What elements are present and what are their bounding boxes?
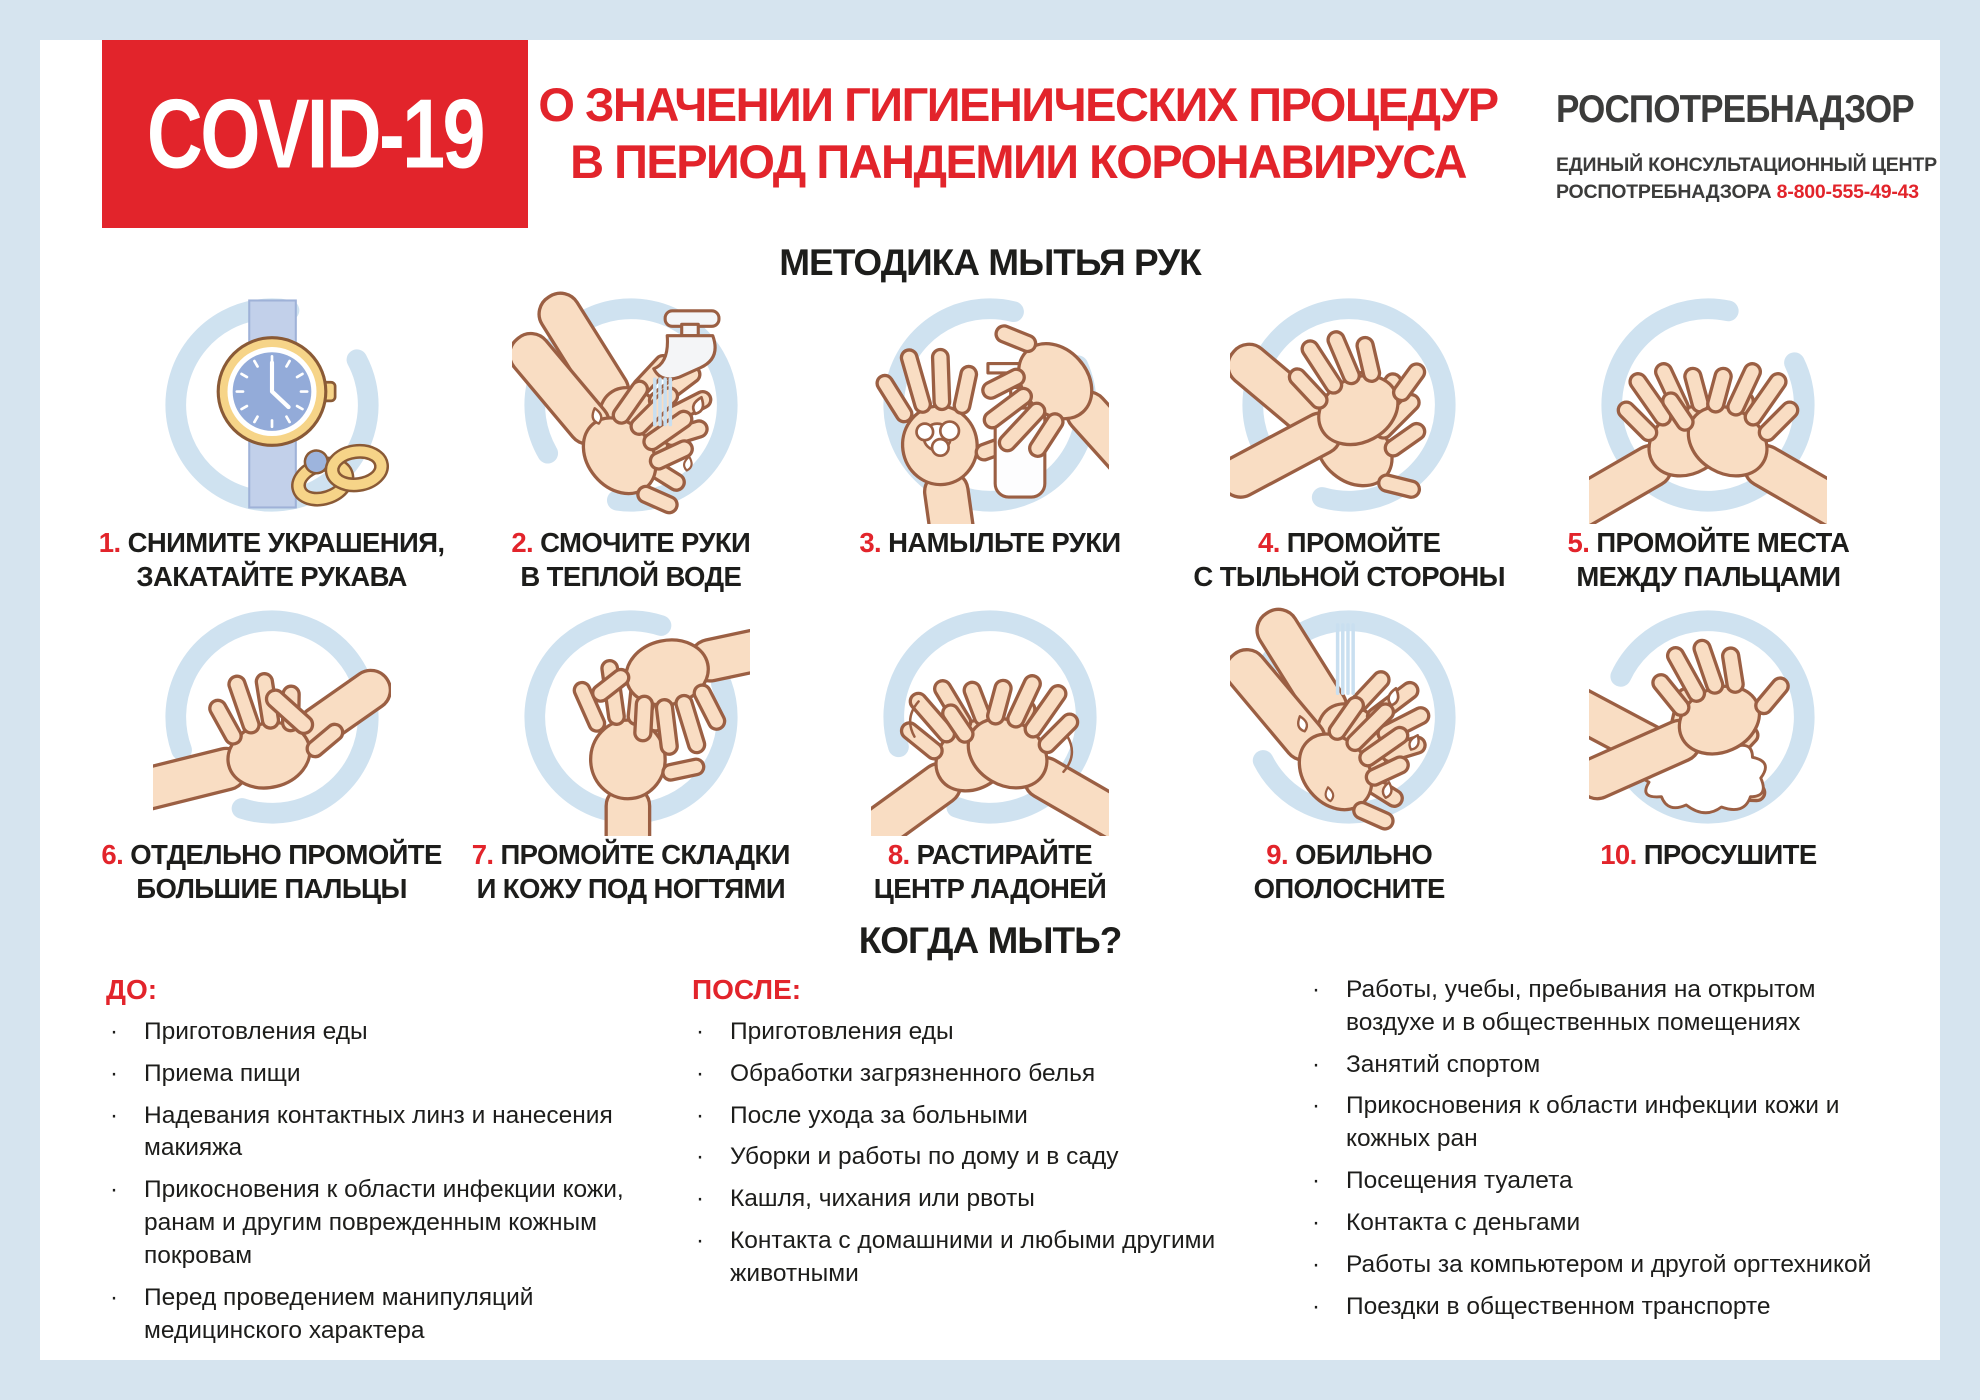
bullet-dot: · <box>1312 976 1320 1003</box>
dry-hands-towel-icon <box>1589 598 1827 836</box>
step-caption-line: БОЛЬШИЕ ПАЛЬЦЫ <box>136 872 407 904</box>
poster-title-line1: О ЗНАЧЕНИИ ГИГИЕНИЧЕСКИХ ПРОЦЕДУР <box>538 78 1498 131</box>
step-caption <box>1170 838 1529 910</box>
when-list-item <box>102 1174 662 1272</box>
when-column <box>688 974 1278 1300</box>
when-item-text: Уборки и работы по дому и в саду <box>730 1143 1119 1171</box>
when-item-text: Обработки загрязненного белья <box>730 1059 1096 1087</box>
bullet-dot: · <box>1312 1250 1320 1278</box>
step-illustration <box>512 598 750 836</box>
bullet-dot: · <box>1312 1292 1320 1320</box>
method-step <box>1170 286 1529 598</box>
step-caption-line: ЦЕНТР ЛАДОНЕЙ <box>873 872 1107 904</box>
method-step <box>810 598 1169 910</box>
when-item-text: Поездки в общественном транспорте <box>1346 1292 1771 1320</box>
when-item-text: Прикосновения к области инфекции кожи, ранам и другим поврежденным кожным покровам <box>144 1176 624 1269</box>
bullet-dot: · <box>110 1176 118 1204</box>
step-illustration <box>871 598 1109 836</box>
step-number: 6. <box>101 839 124 870</box>
step-caption <box>472 838 790 910</box>
method-step <box>1529 286 1888 598</box>
when-list-item <box>102 1058 662 1091</box>
bullet-dot: · <box>1312 1092 1320 1120</box>
method-step <box>451 598 810 910</box>
method-step <box>1529 598 1888 910</box>
when-item-text: Приготовления еды <box>144 1018 368 1045</box>
step-caption-line: ЗАКАТАЙТЕ РУКАВА <box>136 560 407 592</box>
step-number: 1. <box>98 527 121 558</box>
when-item-text: Контакта с домашними и любыми другими животными <box>730 1227 1216 1287</box>
agency-name: РОСПОТРЕБНАДЗОР <box>1556 88 1914 131</box>
when-item-text: Перед проведением манипуляций медицинского характера <box>144 1283 534 1344</box>
bullet-dot: · <box>696 1143 704 1171</box>
when-item-text: Занятий спортом <box>1346 1050 1541 1078</box>
bullet-dot: · <box>696 1101 704 1129</box>
step-caption <box>1193 526 1505 598</box>
step-number: 8. <box>887 839 910 870</box>
step-caption-line: 1. СНИМИТЕ УКРАШЕНИЯ, <box>98 527 445 558</box>
step-illustration <box>1589 598 1827 836</box>
step-caption-line: 9. ОБИЛЬНО ОПОЛОСНИТЕ <box>1253 839 1445 904</box>
when-list-item <box>1304 1049 1878 1082</box>
bullet-dot: · <box>696 1018 704 1045</box>
poster-title <box>508 76 1528 191</box>
when-list-item <box>1304 1207 1878 1240</box>
when-item-text: Кашля, чихания или рвоты <box>730 1185 1035 1213</box>
wet-hands-under-tap-icon <box>512 286 750 524</box>
when-item-text: Приема пищи <box>144 1059 301 1087</box>
when-section-title: КОГДА МЫТЬ? <box>858 920 1122 961</box>
when-list-item <box>1304 1165 1878 1198</box>
hotline-block <box>1556 152 1940 207</box>
bullet-dot: · <box>1312 1167 1320 1195</box>
when-list-item <box>688 1225 1278 1291</box>
step-number: 2. <box>511 527 534 558</box>
poster-header <box>40 40 1940 238</box>
step-caption-line: В ТЕПЛОЙ ВОДЕ <box>520 560 742 592</box>
watch-and-rings-icon <box>153 286 391 524</box>
bullet-dot: · <box>110 1101 118 1129</box>
step-caption <box>1568 526 1850 598</box>
when-item-text: Работы за компьютером и другой оргтехникой <box>1346 1250 1872 1278</box>
step-illustration <box>153 286 391 524</box>
step-number: 4. <box>1258 527 1280 558</box>
when-item-text: Надевания контактных линз и нанесения макияжа <box>144 1101 613 1162</box>
agency-block <box>1556 88 1940 207</box>
when-list-item <box>1304 1291 1878 1324</box>
when-item-text: Прикосновения к области инфекции кожи и кожных ран <box>1346 1092 1840 1153</box>
step-caption-line: 8. РАСТИРАЙТЕ <box>887 839 1093 870</box>
step-number: 10. <box>1600 839 1637 870</box>
when-list-item <box>102 1016 662 1049</box>
when-column-label: ПОСЛЕ: <box>692 974 802 1005</box>
wash-thumbs-icon <box>153 598 391 836</box>
bullet-dot: · <box>696 1185 704 1213</box>
step-illustration <box>1589 286 1827 524</box>
when-column-label: ДО: <box>106 974 158 1005</box>
when-list-item <box>688 1100 1278 1133</box>
when-column <box>1304 974 1878 1332</box>
when-column <box>102 974 662 1356</box>
when-list-item <box>1304 1249 1878 1282</box>
method-step <box>92 286 451 598</box>
step-caption <box>874 838 1106 910</box>
when-list-item <box>688 1141 1278 1174</box>
when-list-item <box>688 1183 1278 1216</box>
hotline-phone: 8-800-555-49-43 <box>1776 181 1919 204</box>
poster-title-line2: В ПЕРИОД ПАНДЕМИИ КОРОНАВИРУСА <box>570 135 1466 189</box>
soap-dispenser-icon <box>871 286 1109 524</box>
when-item-text: Контакта с деньгами <box>1346 1208 1581 1236</box>
covid19-badge <box>102 40 528 228</box>
bullet-dot: · <box>1312 1050 1320 1078</box>
bullet-dot: · <box>1312 1208 1320 1236</box>
step-caption <box>511 526 750 598</box>
step-caption-line: 6. ОТДЕЛЬНО ПРОМОЙТЕ <box>101 839 442 870</box>
method-step <box>1170 598 1529 910</box>
step-caption-line: 2. СМОЧИТЕ РУКИ <box>511 527 751 558</box>
when-list-item <box>102 1282 662 1348</box>
step-caption <box>1600 838 1816 910</box>
step-caption-line: 5. ПРОМОЙТЕ МЕСТА <box>1567 527 1850 558</box>
when-item-text: После ухода за больными <box>730 1101 1028 1129</box>
rub-palms-icon <box>871 598 1109 836</box>
wash-back-of-hands-icon <box>1230 286 1468 524</box>
step-illustration <box>1230 598 1468 836</box>
bullet-dot: · <box>696 1227 704 1255</box>
covid19-badge-label: COVID-19 <box>146 78 484 189</box>
step-number: 3. <box>859 527 882 558</box>
bullet-dot: · <box>110 1283 118 1311</box>
step-caption-line: 7. ПРОМОЙТЕ СКЛАДКИ <box>471 839 790 870</box>
step-illustration <box>512 286 750 524</box>
step-caption-line: 4. ПРОМОЙТЕ <box>1258 527 1441 558</box>
step-caption <box>859 526 1120 598</box>
step-illustration <box>871 286 1109 524</box>
hotline-line2 <box>1556 179 1940 206</box>
method-step <box>92 598 451 910</box>
step-caption-line: 3. НАМЫЛЬТЕ РУКИ <box>859 527 1121 558</box>
method-step <box>810 286 1169 598</box>
method-section-title: МЕТОДИКА МЫТЬЯ РУК <box>779 242 1201 283</box>
when-item-text: Приготовления еды <box>730 1018 954 1045</box>
method-steps <box>40 286 1940 910</box>
when-list-item <box>1304 974 1878 1040</box>
wash-nails-icon <box>512 598 750 836</box>
step-illustration <box>153 598 391 836</box>
bullet-dot: · <box>110 1018 118 1045</box>
bullet-dot: · <box>110 1059 118 1087</box>
when-list-item <box>102 1100 662 1166</box>
step-caption-line: МЕЖДУ ПАЛЬЦАМИ <box>1576 560 1841 592</box>
step-number: 5. <box>1567 527 1590 558</box>
step-caption <box>101 838 441 910</box>
when-list-item <box>1304 1090 1878 1156</box>
step-caption-line: С ТЫЛЬНОЙ СТОРОНЫ <box>1193 560 1505 592</box>
step-caption-line: И КОЖУ ПОД НОГТЯМИ <box>476 872 786 904</box>
hotline-agency: РОСПОТРЕБНАДЗОРА <box>1556 181 1772 204</box>
wash-between-fingers-icon <box>1589 286 1827 524</box>
step-caption-line: 10. ПРОСУШИТЕ <box>1600 839 1817 870</box>
when-columns <box>40 974 1940 1356</box>
step-number: 9. <box>1266 839 1289 870</box>
when-item-text: Посещения туалета <box>1346 1167 1573 1195</box>
when-item-text: Работы, учебы, пребывания на открытом воздухе и в общественных помещениях <box>1346 976 1816 1036</box>
rinse-hands-icon <box>1230 598 1468 836</box>
step-illustration <box>1230 286 1468 524</box>
step-caption <box>99 526 445 598</box>
step-number: 7. <box>471 839 494 870</box>
hotline-line1: ЕДИНЫЙ КОНСУЛЬТАЦИОННЫЙ ЦЕНТР <box>1556 154 1937 176</box>
bullet-dot: · <box>696 1059 704 1087</box>
when-list-item <box>688 1058 1278 1091</box>
poster-canvas <box>40 40 1940 1360</box>
method-step <box>451 286 810 598</box>
when-list-item <box>688 1016 1278 1049</box>
